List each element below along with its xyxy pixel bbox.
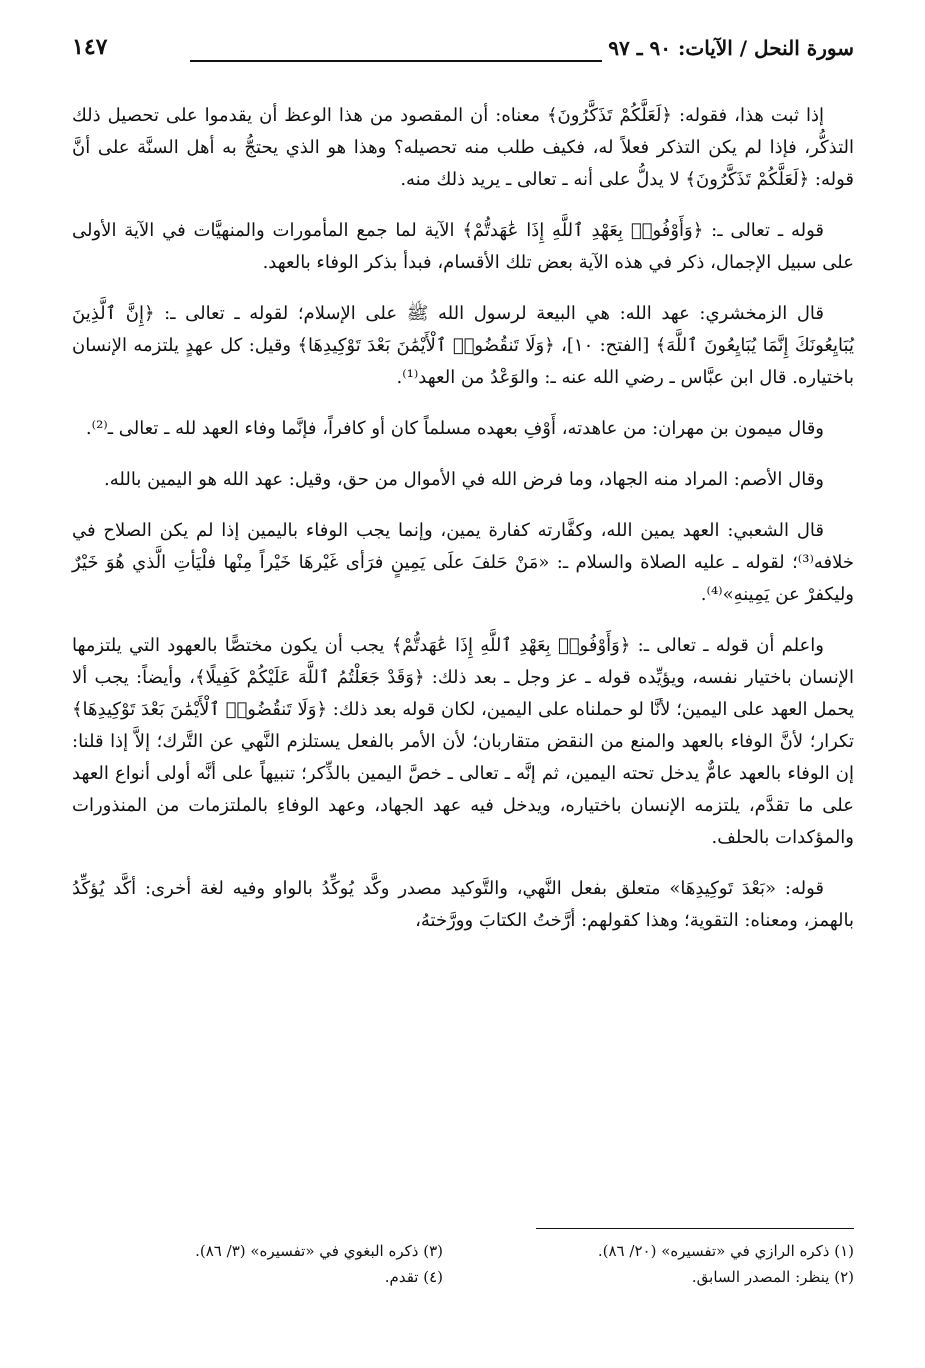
main-text xyxy=(72,100,854,956)
footnote-item: (٢) ينظر: المصدر السابق. xyxy=(691,1268,854,1286)
paragraph: إذا ثبت هذا، فقوله: ﴿لَعَلَّكُمْ تَذَكَّرُونَ﴾ معناه: أن المقصود من هذا الوعظ أن يقدموا على تحصيل ذلك التذكُّر، فإذا لم يكن التذكر فعلاً له، فكيف طلب منه تحصيله؟ وهذا هو الذي يحتجُّ به أهل السنَّة على أنَّ قوله: ﴿لَعَلَّكُمْ تَذَكَّرُونَ﴾ لا يدلُّ على أنه ـ تعالى ـ يريد ذلك منه. xyxy=(72,105,854,190)
header-rule xyxy=(190,60,602,62)
footnote-item: (١) ذكره الرازي في «تفسيره» (٢٠/ ٨٦). xyxy=(597,1242,854,1260)
page-number: ١٤٧ xyxy=(72,34,108,60)
paragraph: وقال ميمون بن مهران: من عاهدته، أَوْفِ بعهده مسلماً كان أو كافراً، فإنَّما وفاء العهد لله ـ تعالى ـ⁽²⁾. xyxy=(85,418,824,439)
paragraph: قوله ـ تعالى ـ: ﴿وَأَوْفُوا۟ بِعَهْدِ ٱللَّهِ إِذَا عَٰهَدتُّمْ﴾ الآية لما جمع المأمورات والمنهيَّات في الآية الأولى على سبيل الإجمال، ذكر في هذه الآية بعض تلك الأقسام، فبدأ بذكر الوفاء بالعهد. xyxy=(72,220,854,273)
paragraph: وقال الأصم: المراد منه الجهاد، وما فرض الله في الأموال من حق، وقيل: عهد الله هو اليمين بالله. xyxy=(104,469,824,490)
footnote-rule xyxy=(536,1228,854,1229)
footnote-item: (٤) تقدم. xyxy=(384,1268,443,1286)
paragraph: واعلم أن قوله ـ تعالى ـ: ﴿وَأَوْفُوا۟ بِعَهْدِ ٱللَّهِ إِذَا عَٰهَدتُّمْ﴾ يجب أن يكون مختصًّا بالعهود التي يلتزمها الإنسان باختيار نفسه، ويؤيِّده قوله ـ عز وجل ـ بعد ذلك: ﴿وَقَدْ جَعَلْتُمُ ٱللَّهَ عَلَيْكُمْ كَفِيلًا﴾، وأيضاً: يجب ألا يحمل العهد على اليمين؛ لأنَّا لو حملناه على اليمين، لكان قوله بعد ذلك: ﴿وَلَا تَنقُضُوا۟ ٱلْأَيْمَٰنَ بَعْدَ تَوْكِيدِهَا﴾ تكرار؛ لأنَّ الوفاء بالعهد والمنع من النقض متقاربان؛ لأن الأمر بالفعل يستلزم النَّهي عن التَّرك؛ إلاَّ إذا قلنا: إن الوفاء بالعهد عامٌّ يدخل تحته اليمين، ثم إنَّه ـ تعالى ـ خصَّ اليمين بالذِّكر؛ تنبيهاً على أنَّه أولى أنواع العهد على ما تقدَّم، يلتزمه الإنسان باختياره، ويدخل فيه عهد الجهاد، وعهد الوفاءِ بالملتزمات من المنذورات والمؤكدات بالحلف. xyxy=(72,635,855,848)
page-header xyxy=(72,30,854,74)
paragraph: قال الزمخشري: عهد الله: هي البيعة لرسول الله ﷺ على الإسلام؛ لقوله ـ تعالى ـ: ﴿إِنَّ ٱلَّذِينَ يُبَايِعُونَكَ إِنَّمَا يُبَايِعُونَ ٱللَّهَ﴾ [الفتح: ١٠]، ﴿وَلَا تَنقُضُوا۟ ٱلْأَيْمَٰنَ بَعْدَ تَوْكِيدِهَا﴾ وقيل: كل عهدٍ يلتزمه الإنسان باختياره. قال ابن عبَّاس ـ رضي الله عنه ـ: والوَعْدُ من العهد⁽¹⁾. xyxy=(72,303,854,388)
running-title: سورة النحل / الآيات: ٩٠ ـ ٩٧ xyxy=(608,36,854,60)
paragraph: قال الشعبي: العهد يمين الله، وكفَّارته كفارة يمين، وإنما يجب الوفاء باليمين إذا لم يكن الصلاح في خلافه⁽³⁾؛ لقوله ـ عليه الصلاة والسلام ـ: «مَنْ حَلفَ علَى يَمِينٍ فرَأى غَيْرهَا خَيْراً مِنْها فلْيَأتِ الَّذي هُوَ خَيْرٌ وليكفرْ عن يَمِينهِ»⁽⁴⁾. xyxy=(72,520,854,605)
footnotes xyxy=(72,1238,854,1290)
paragraph: قوله: «بَعْدَ تَوكِيدِهَا» متعلق بفعل النَّهي، والتَّوكيد مصدر وكَّد يُوكِّدُ بالواو وفيه لغة أخرى: أكَّد يُؤكِّدُ بالهمز، ومعناه: التقوية؛ وهذا كقولهم: أرَّختُ الكتابَ وورَّختهُ، xyxy=(72,878,854,931)
footnote-item: (٣) ذكره البغوي في «تفسيره» (٣/ ٨٦). xyxy=(195,1242,443,1260)
